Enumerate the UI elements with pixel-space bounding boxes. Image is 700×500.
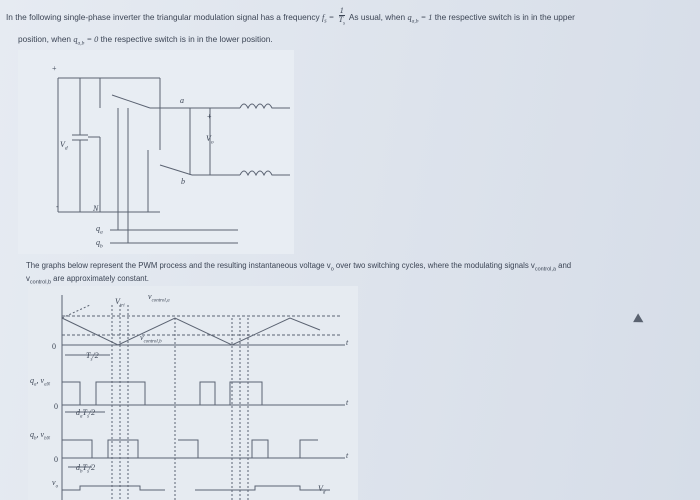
fs-fraction: $\frac{1}{T_s}$ [338,6,345,27]
vtri-label: $V_{tri}$ [115,297,125,309]
qa-gate-label: $q_a$ [96,224,103,236]
time-axis-label-1: t [346,338,349,347]
vcontrol-a-label: $v_{control,a}$ [148,292,170,304]
description-line-2: $v_{control,b}$ are approximately constant. [26,274,149,286]
da-ts-label: $d_aT_s/2$ [76,408,96,420]
time-axis-label-2: t [346,398,349,407]
question-line2-end: the respective switch is in in the lower position. [100,34,273,44]
dc-plus-label: + [52,64,57,73]
origin-label-3: 0 [54,455,58,464]
vd-level-label: $V_d$ [318,484,326,496]
vo-plus-label: + [207,112,212,121]
time-axis-label-3: t [346,451,349,460]
question-text-mid: As usual, when [348,12,406,22]
origin-label-1: 0 [52,342,56,351]
question-line2-start: position, when [18,34,72,44]
qab-equals-one: $q_{a,b} = 1$ [407,13,433,25]
fs-equation: $f_s$ = [321,13,335,25]
qab-equals-zero: $q_{a,b} = 0$ [73,35,99,47]
origin-label-2: 0 [54,402,58,411]
half-period-label: $T_s/2$ [86,351,99,363]
qb-vbN-axis-label: $q_b$, $v_{bN}$ [30,430,50,442]
question-text-start: In the following single-phase inverter the triangular modulation signal has a frequency [6,12,320,22]
description-line-1: The graphs below represent the PWM process and the resulting instantaneous voltage $v_o$ over two switching cycles, where the modulating signals $v_{control,a}$ and [26,261,572,273]
question-text-end: the respective switch is in in the upper [434,12,575,22]
vo-label: $V_o$ [206,134,214,146]
qb-gate-label: $q_b$ [96,238,103,250]
dc-minus-label: - [56,202,59,211]
qa-vaN-axis-label: $q_a$, $v_{aN}$ [30,376,50,388]
db-ts-label: $d_bT_s/2$ [76,463,96,475]
node-b-label: b [181,177,185,186]
neutral-n-label: N [93,204,99,213]
vcontrol-b-label: $v_{control,b}$ [140,333,162,345]
vo-axis-label: $v_o$ [52,478,59,490]
vd-label: $V_d$ [60,140,68,152]
node-a-label: a [180,96,184,105]
